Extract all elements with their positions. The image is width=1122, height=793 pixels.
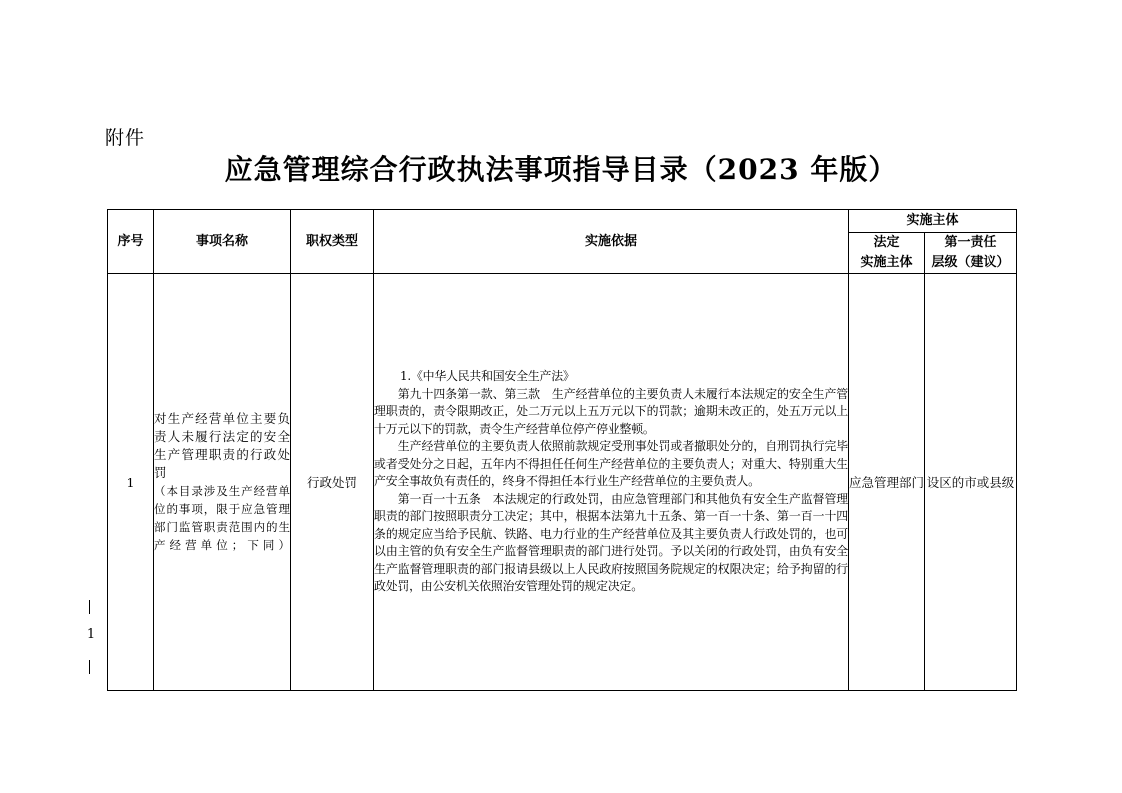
col-header-name: 事项名称 — [154, 210, 291, 274]
cell-basis — [374, 274, 849, 691]
item-name-note: （本目录涉及生产经营单位的事项，限于应急管理部门监管职责范围内的生产经营单位；下同） — [154, 484, 290, 552]
col-header-seq: 序号 — [108, 210, 154, 274]
page-number-mark — [84, 600, 98, 676]
col-header-level-line2: 层级（建议） — [931, 255, 1010, 270]
document-title: 应急管理综合行政执法事项指导目录（2023 年版） — [224, 153, 898, 186]
item-name-main: 对生产经营单位主要负责人未履行法定的安全生产管理职责的行政处罚 — [154, 411, 290, 480]
attachment-label: 附件 — [105, 127, 146, 149]
col-header-legal-subject — [849, 233, 925, 274]
col-header-level-line1: 第一责任 — [944, 235, 997, 250]
header-row-top — [108, 210, 1017, 233]
page-number: 1 — [86, 627, 96, 642]
col-header-subject-group: 实施主体 — [849, 210, 1017, 233]
cell-legal-subject: 应急管理部门 — [849, 274, 925, 691]
cell-item-name — [154, 274, 291, 691]
basis-paragraph: 生产经营单位的主要负责人依照前款规定受刑事处罚或者撤职处分的，自刑罚执行完毕或者受处分之日起，五年内不得担任任何生产经营单位的主要负责人；对重大、特别重大生产安全事故负有责任的，终身不得担任本行业生产经营单位的主要负责人。 — [374, 439, 848, 489]
col-header-legal-subject-line2: 实施主体 — [860, 255, 913, 270]
page-dash-top — [89, 600, 90, 614]
table-row — [108, 274, 1017, 691]
basis-paragraph: 第九十四条第一款、第三款 生产经营单位的主要负责人未履行本法规定的安全生产管理职责的，责令限期改正，处二万元以上五万元以下的罚款；逾期未改正的，处五万元以上十万元以下的罚款，责令生产经营单位停产停业整顿。 — [374, 386, 848, 436]
col-header-legal-subject-line1: 法定 — [873, 235, 900, 250]
col-header-type: 职权类型 — [291, 210, 374, 274]
basis-law-title: 1.《中华人民共和国安全生产法》 — [400, 369, 575, 384]
cell-seq: 1 — [108, 274, 154, 691]
cell-authority-type: 行政处罚 — [291, 274, 374, 691]
col-header-level — [925, 233, 1017, 274]
catalog-table — [107, 209, 1017, 691]
col-header-basis: 实施依据 — [374, 210, 849, 274]
basis-paragraph: 第一百一十五条 本法规定的行政处罚，由应急管理部门和其他负有安全生产监督管理职责的部门按照职责分工决定；其中，根据本法第九十五条、第一百一十条、第一百一十四条的规定应当给予民航、铁路、电力行业的生产经营单位及其主要负责人行政处罚的，也可以由主管的负有安全生产监督管理职责的部门进行处罚。予以关闭的行政处罚，由负有安全生产监督管理职责的部门报请县级以上人民政府按照国务院规定的权限决定；给予拘留的行政处罚，由公安机关依照治安管理处罚的规定决定。 — [374, 491, 848, 594]
page-dash-bottom — [89, 660, 90, 674]
cell-responsibility-level: 设区的市或县级 — [925, 274, 1017, 691]
